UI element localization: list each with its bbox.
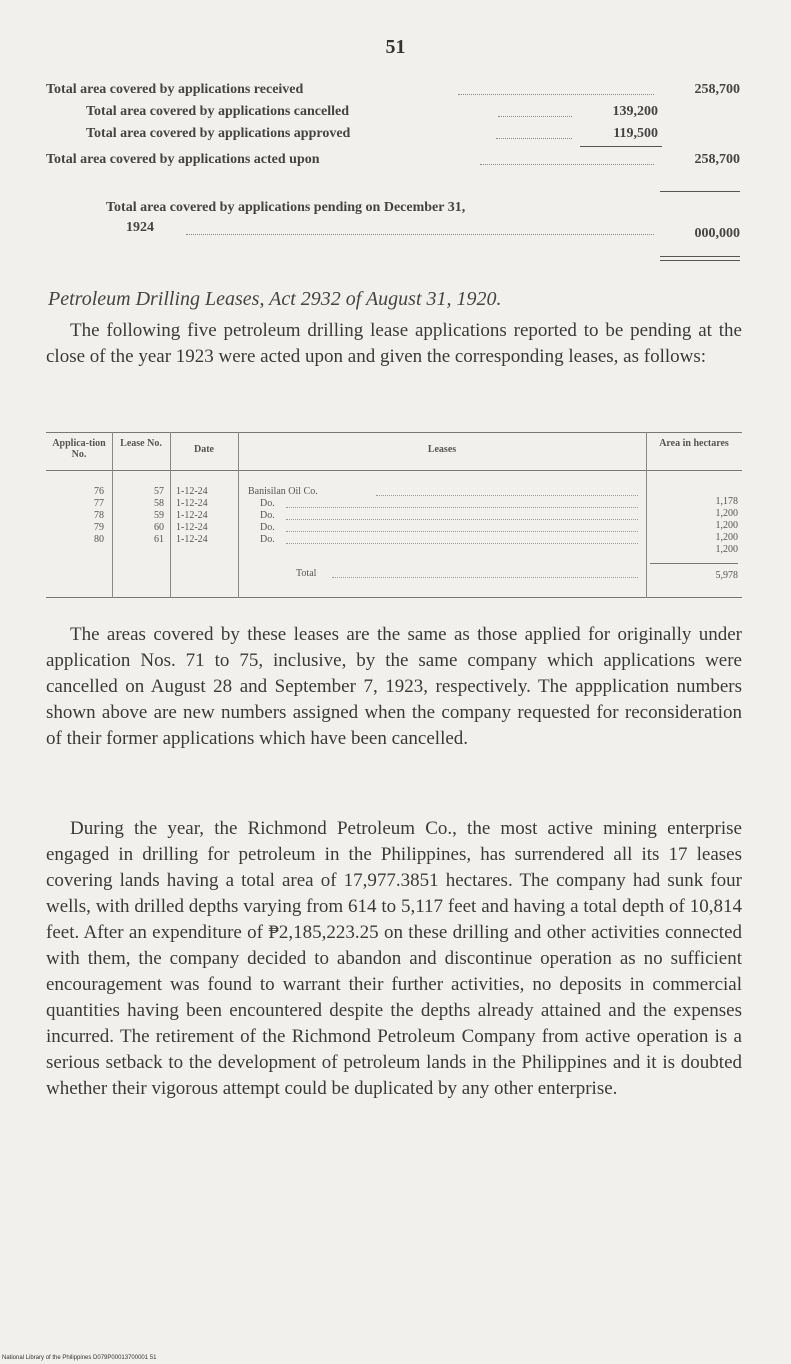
- header-application-no: Applica-tion No.: [52, 438, 106, 460]
- dot-leader: [286, 498, 638, 508]
- summary-row-cancelled: [46, 104, 746, 124]
- cancelled-label: Total area covered by applications cancelled: [86, 104, 350, 119]
- summary-row-pending: [46, 200, 746, 244]
- received-label: Total area covered by applications received: [46, 82, 304, 97]
- dot-leader: [458, 82, 654, 95]
- cell-lease-no: 61: [154, 534, 164, 545]
- dot-leader: [332, 568, 638, 578]
- acted-label: Total area covered by applications acted upon: [46, 152, 320, 167]
- dot-leader: [480, 152, 654, 165]
- header-lease-no: Lease No.: [120, 438, 162, 449]
- scan-footer: National Library of the Philippines D079P00013700001 51: [2, 1355, 157, 1361]
- paragraph-richmond: During the year, the Richmond Petroleum Co., the most active mining enterprise engaged in drilling for petroleum in the Philippines, has surrendered all its 17 leases covering lands having a total area of 17,977.3851 hectares. The company had sunk four wells, with drilled depths varying from 614 to 5,117 feet and having a total depth of 10,814 feet. After an expenditure of ₱2,185,223.25 on these drilling and other activities connected with them, the company decided to abandon and discontinue operation as no sufficient encouragement was found to warrant their further activities, no deposits in commercial quantities having been encountered despite the depths already attained and the expenses incurred. The retirement of the Richmond Petroleum Company from active operation is a serious setback to the development of petroleum lands in the Philippines and it is doubted whether their vigorous attempt could be duplicated by any other enterprise.: [46, 818, 742, 1099]
- cell-date: 1-12-24: [176, 486, 208, 497]
- col-divider: [238, 432, 239, 598]
- pending-label-line2: 1924: [126, 220, 154, 235]
- cell-lessee: Banisilan Oil Co.: [248, 486, 318, 497]
- approved-label: Total area covered by applications approved: [86, 126, 351, 141]
- dot-leader: [286, 522, 638, 532]
- cell-area: 1,200: [715, 544, 738, 555]
- cell-lease-no: 57: [154, 486, 164, 497]
- cell-date: 1-12-24: [176, 534, 208, 545]
- section-title: Petroleum Drilling Leases, Act 2932 of August 31, 1920.: [48, 288, 502, 310]
- total-label: Total: [296, 568, 317, 579]
- pending-value: 000,000: [694, 226, 740, 241]
- cell-area: 1,200: [715, 520, 738, 531]
- dot-leader: [376, 486, 638, 496]
- cell-app-no: 76: [94, 486, 104, 497]
- table-top-rule: [46, 432, 742, 433]
- acted-value: 258,700: [694, 152, 740, 167]
- page-number: 51: [385, 36, 406, 58]
- approved-value: 119,500: [613, 126, 658, 141]
- paragraph-areas: The areas covered by these leases are the same as those applied for originally under application Nos. 71 to 75, inclusive, by the same company which applications were cancelled on August 28 and September 7, 1923, respectively. The appplication numbers shown above are new numbers assigned when the company requested for reconsideration of their former applications which have been cancelled.: [46, 624, 742, 749]
- dot-leader: [286, 510, 638, 520]
- cancelled-value: 139,200: [612, 104, 658, 119]
- cell-lessee: Do.: [260, 510, 275, 521]
- header-area: Area in hectares: [659, 438, 729, 449]
- header-date: Date: [194, 444, 214, 455]
- table-header-rule: [46, 470, 742, 471]
- double-rule-bottom: [660, 260, 740, 261]
- total-value: 5,978: [715, 570, 738, 581]
- dot-leader: [286, 534, 638, 544]
- dot-leader: [498, 104, 572, 117]
- cell-app-no: 78: [94, 510, 104, 521]
- cell-lease-no: 60: [154, 522, 164, 533]
- cell-area: 1,178: [715, 496, 738, 507]
- cell-lessee: Do.: [260, 534, 275, 545]
- col-divider: [170, 432, 171, 598]
- leases-table: [46, 432, 742, 598]
- received-value: 258,700: [694, 82, 740, 97]
- table-bottom-rule: [46, 597, 742, 598]
- dot-leader: [496, 126, 572, 139]
- cell-app-no: 79: [94, 522, 104, 533]
- cell-area: 1,200: [715, 532, 738, 543]
- cell-lease-no: 58: [154, 498, 164, 509]
- summary-row-acted: [46, 152, 746, 172]
- cell-date: 1-12-24: [176, 522, 208, 533]
- summary-row-received: [46, 82, 746, 102]
- subtotal-rule: [580, 146, 662, 147]
- cell-app-no: 77: [94, 498, 104, 509]
- cell-date: 1-12-24: [176, 510, 208, 521]
- dot-leader: [186, 222, 654, 235]
- cell-date: 1-12-24: [176, 498, 208, 509]
- cell-lessee: Do.: [260, 498, 275, 509]
- double-rule-top: [660, 256, 740, 257]
- total-rule: [660, 191, 740, 192]
- pending-label-line1: Total area covered by applications pending on December 31,: [106, 200, 466, 215]
- cell-lease-no: 59: [154, 510, 164, 521]
- cell-lessee: Do.: [260, 522, 275, 533]
- intro-paragraph: The following five petroleum drilling lease applications reported to be pending at the close of the year 1923 were acted upon and given the corresponding leases, as follows:: [46, 320, 742, 367]
- cell-app-no: 80: [94, 534, 104, 545]
- area-total-rule: [650, 563, 738, 564]
- summary-row-approved: [46, 126, 746, 146]
- header-leases: Leases: [427, 444, 457, 455]
- cell-area: 1,200: [715, 508, 738, 519]
